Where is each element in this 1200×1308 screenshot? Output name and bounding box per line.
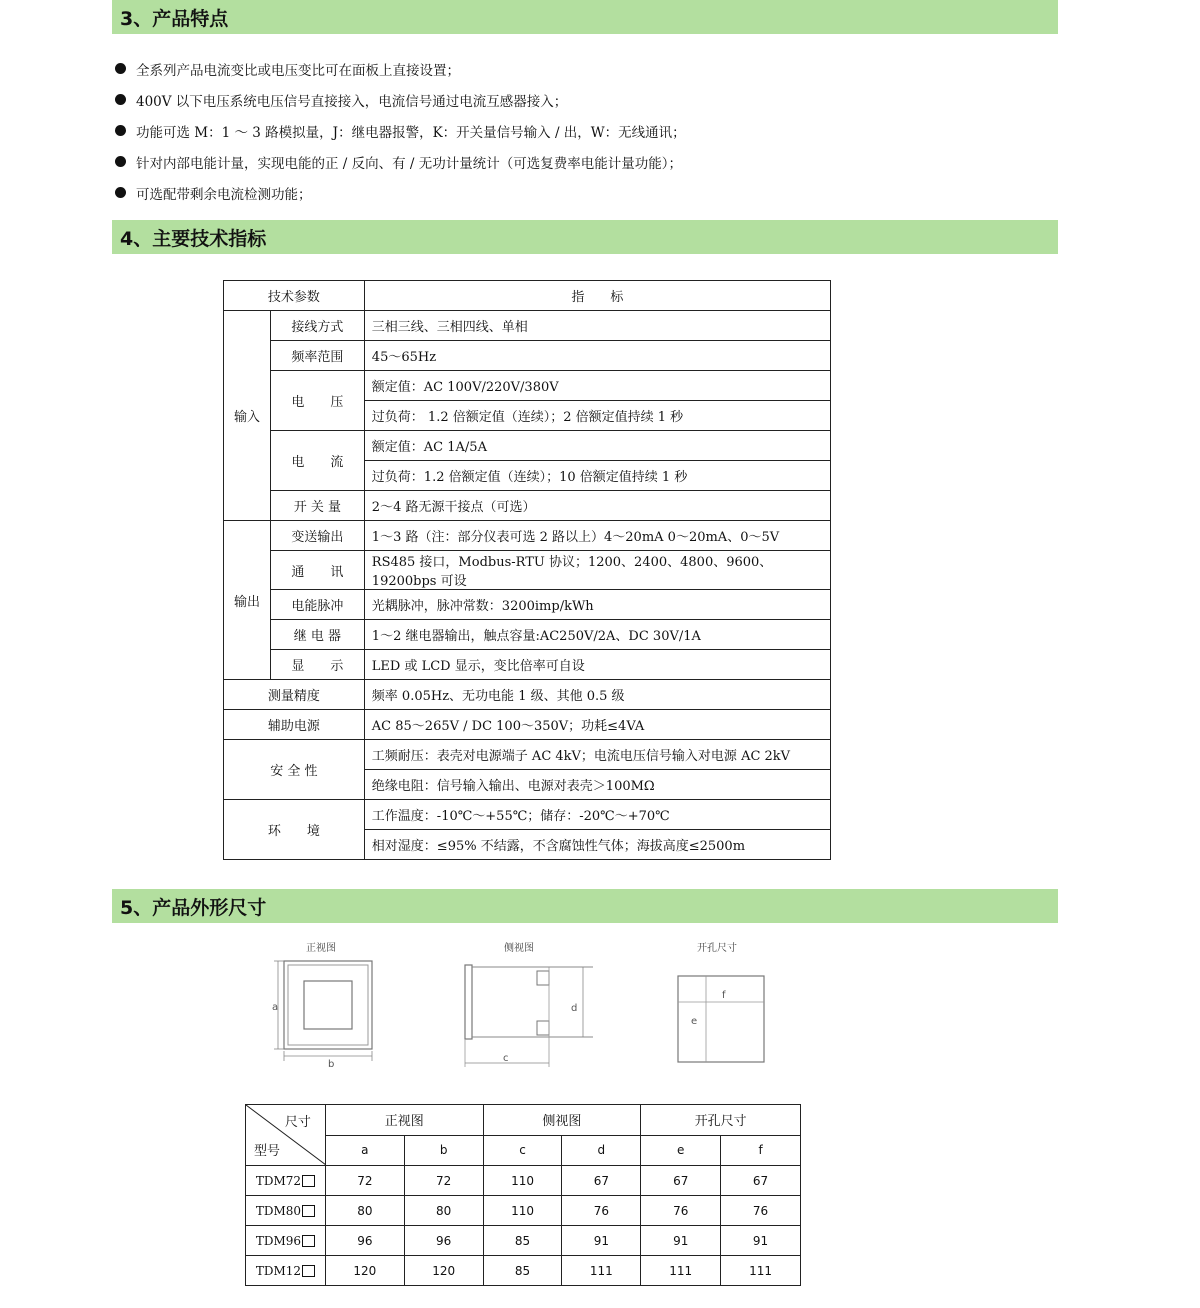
bullet-icon xyxy=(115,187,126,198)
table-row xyxy=(224,281,831,311)
param-value: 2～4 路无源干接点（可选） xyxy=(364,491,830,521)
table-cell: 110 xyxy=(483,1166,562,1196)
table-row xyxy=(224,371,831,401)
param-name: 电能脉冲 xyxy=(270,590,364,620)
section-title: 3、产品特点 xyxy=(120,8,229,30)
feature-text: 400V 以下电压系统电压信号直接接入，电流信号通过电流互感器接入； xyxy=(136,93,568,110)
param-name: 电 压 xyxy=(270,371,364,431)
param-value: 过负荷：1.2 倍额定值（连续）；10 倍额定值持续 1 秒 xyxy=(364,461,830,491)
table-row xyxy=(224,650,831,680)
feature-text: 针对内部电能计量，实现电能的正 / 反向、有 / 无功计量统计（可选复费率电能计量功能）； xyxy=(136,155,683,172)
front-view-drawing xyxy=(262,955,382,1070)
corner-top-label: 尺寸 xyxy=(284,1115,311,1130)
param-name: 显 示 xyxy=(270,650,364,680)
subheader-f: f xyxy=(721,1135,801,1166)
label-e: e xyxy=(691,1016,698,1027)
param-name: 测量精度 xyxy=(224,680,365,710)
group-output: 输出 xyxy=(224,521,271,680)
bullet-icon xyxy=(115,94,126,105)
param-name: 变送输出 xyxy=(270,521,364,551)
checkbox-square-icon xyxy=(302,1235,315,1247)
param-name: 电 流 xyxy=(270,431,364,491)
section-title: 4、主要技术指标 xyxy=(120,228,267,250)
param-name: 安 全 性 xyxy=(224,740,365,800)
section-title: 5、产品外形尺寸 xyxy=(120,897,267,919)
feature-text: 功能可选 M：1 ～ 3 路模拟量，J：继电器报警，K：开关量信号输入 / 出，W：无线通讯； xyxy=(136,124,686,141)
param-name: 开 关 量 xyxy=(270,491,364,521)
checkbox-square-icon xyxy=(302,1265,315,1277)
table-cell: 85 xyxy=(483,1226,562,1256)
table-row xyxy=(246,1226,801,1256)
checkbox-square-icon xyxy=(302,1175,315,1187)
table-cell: 80 xyxy=(404,1196,483,1226)
table-row xyxy=(224,521,831,551)
param-value: 45～65Hz xyxy=(364,341,830,371)
side-clip-top xyxy=(537,971,549,985)
param-value: 工频耐压：表壳对电源端子 AC 4kV；电流电压信号输入对电源 AC 2kV xyxy=(364,740,830,770)
front-inner-frame xyxy=(288,965,368,1045)
table-cell: 91 xyxy=(562,1226,641,1256)
bullet-icon xyxy=(115,156,126,167)
table-cell: 76 xyxy=(641,1196,721,1226)
param-name: 接线方式 xyxy=(270,311,364,341)
section-header-features xyxy=(112,0,1058,34)
param-value: 相对湿度：≤95% 不结露，不含腐蚀性气体；海拔高度≤2500m xyxy=(364,830,830,860)
table-cell: 80 xyxy=(325,1196,404,1226)
table-row xyxy=(246,1105,801,1136)
table-row xyxy=(246,1196,801,1226)
param-value: 1～2 继电器输出，触点容量:AC250V/2A、DC 30V/1A xyxy=(364,620,830,650)
label-d: d xyxy=(571,1003,578,1014)
param-value: AC 85～265V / DC 100～350V；功耗≤4VA xyxy=(364,710,830,740)
cutout-drawing xyxy=(670,968,775,1068)
section-header-dimensions xyxy=(112,889,1058,923)
group-input: 输入 xyxy=(224,311,271,521)
section-header-specs xyxy=(112,220,1058,254)
table-cell: 91 xyxy=(721,1226,801,1256)
param-value: 额定值：AC 100V/220V/380V xyxy=(364,371,830,401)
feature-text: 可选配带剩余电流检测功能； xyxy=(136,186,312,203)
table-cell: 110 xyxy=(483,1196,562,1226)
side-view-drawing xyxy=(455,955,600,1075)
table-cell: 67 xyxy=(641,1166,721,1196)
table-cell: 120 xyxy=(325,1256,404,1286)
table-cell: 76 xyxy=(562,1196,641,1226)
param-value: 绝缘电阻：信号输入输出、电源对表壳＞100MΩ xyxy=(364,770,830,800)
subheader-e: e xyxy=(641,1135,721,1166)
table-row xyxy=(224,551,831,590)
model-name: TDM96 xyxy=(255,1233,302,1248)
table-cell: 72 xyxy=(325,1166,404,1196)
param-name: 通 讯 xyxy=(270,551,364,590)
table-cell: 111 xyxy=(641,1256,721,1286)
header-side: 侧视图 xyxy=(483,1105,641,1136)
dimension-table xyxy=(245,1104,801,1286)
param-value: RS485 接口，Modbus-RTU 协议；1200、2400、4800、9600、19200bps 可设 xyxy=(364,551,830,590)
table-cell: 111 xyxy=(721,1256,801,1286)
header-cutout: 开孔尺寸 xyxy=(641,1105,801,1136)
table-row xyxy=(224,431,831,461)
list-item xyxy=(115,146,1015,177)
table-cell: 67 xyxy=(721,1166,801,1196)
subheader-b: b xyxy=(404,1135,483,1166)
table-row xyxy=(224,680,831,710)
subheader-c: c xyxy=(483,1135,562,1166)
header-param: 技术参数 xyxy=(224,281,365,311)
bullet-icon xyxy=(115,63,126,74)
table-row xyxy=(224,710,831,740)
table-row xyxy=(224,740,831,770)
table-cell: 96 xyxy=(404,1226,483,1256)
table-cell: 120 xyxy=(404,1256,483,1286)
side-view-title: 侧视图 xyxy=(504,943,534,954)
corner-cell xyxy=(246,1105,326,1166)
table-cell: 76 xyxy=(721,1196,801,1226)
subheader-a: a xyxy=(325,1135,404,1166)
cutout-title: 开孔尺寸 xyxy=(697,943,737,954)
model-name: TDM72 xyxy=(255,1173,302,1188)
param-value: 光耦脉冲，脉冲常数：3200imp/kWh xyxy=(364,590,830,620)
list-item xyxy=(115,115,1015,146)
front-view-title: 正视图 xyxy=(306,943,336,954)
label-a: a xyxy=(272,1002,279,1013)
model-cell xyxy=(246,1196,326,1226)
model-name: TDM80 xyxy=(255,1203,302,1218)
model-name: TDM12 xyxy=(255,1263,302,1278)
param-name: 环 境 xyxy=(224,800,365,860)
param-name: 继 电 器 xyxy=(270,620,364,650)
subheader-d: d xyxy=(562,1135,641,1166)
table-cell: 96 xyxy=(325,1226,404,1256)
table-row xyxy=(224,491,831,521)
param-value: 频率 0.05Hz、无功电能 1 级、其他 0.5 级 xyxy=(364,680,830,710)
table-cell: 85 xyxy=(483,1256,562,1286)
corner-bottom-label: 型号 xyxy=(254,1144,281,1159)
header-index: 指 标 xyxy=(364,281,830,311)
table-row xyxy=(224,590,831,620)
bullet-icon xyxy=(115,125,126,136)
table-row xyxy=(224,311,831,341)
label-f: f xyxy=(722,990,726,1001)
feature-text: 全系列产品电流变比或电压变比可在面板上直接设置； xyxy=(136,62,460,79)
param-value: 工作温度：-10℃～+55℃；储存：-20℃～+70℃ xyxy=(364,800,830,830)
table-cell: 67 xyxy=(562,1166,641,1196)
list-item xyxy=(115,177,1015,208)
model-cell xyxy=(246,1166,326,1196)
param-name: 辅助电源 xyxy=(224,710,365,740)
feature-list xyxy=(115,53,1015,208)
param-value: 三相三线、三相四线、单相 xyxy=(364,311,830,341)
spec-table xyxy=(223,280,831,860)
table-cell: 91 xyxy=(641,1226,721,1256)
table-row xyxy=(246,1135,801,1166)
list-item xyxy=(115,53,1015,84)
param-value: 1～3 路（注：部分仪表可选 2 路以上）4～20mA 0～20mA、0～5V xyxy=(364,521,830,551)
table-cell: 72 xyxy=(404,1166,483,1196)
table-row xyxy=(246,1166,801,1196)
table-cell: 111 xyxy=(562,1256,641,1286)
checkbox-square-icon xyxy=(302,1205,315,1217)
side-bezel xyxy=(465,965,472,1039)
table-row xyxy=(224,800,831,830)
label-c: c xyxy=(503,1053,509,1064)
model-cell xyxy=(246,1226,326,1256)
param-value: LED 或 LCD 显示，变比倍率可自设 xyxy=(364,650,830,680)
label-b: b xyxy=(328,1059,335,1070)
front-outer-frame xyxy=(284,961,372,1049)
list-item xyxy=(115,84,1015,115)
table-row xyxy=(224,341,831,371)
table-row xyxy=(246,1256,801,1286)
model-cell xyxy=(246,1256,326,1286)
side-clip-bottom xyxy=(537,1021,549,1035)
param-value: 过负荷： 1.2 倍额定值（连续）；2 倍额定值持续 1 秒 xyxy=(364,401,830,431)
param-value: 额定值：AC 1A/5A xyxy=(364,431,830,461)
front-window xyxy=(304,981,352,1029)
header-front: 正视图 xyxy=(325,1105,483,1136)
param-name: 频率范围 xyxy=(270,341,364,371)
table-row xyxy=(224,620,831,650)
